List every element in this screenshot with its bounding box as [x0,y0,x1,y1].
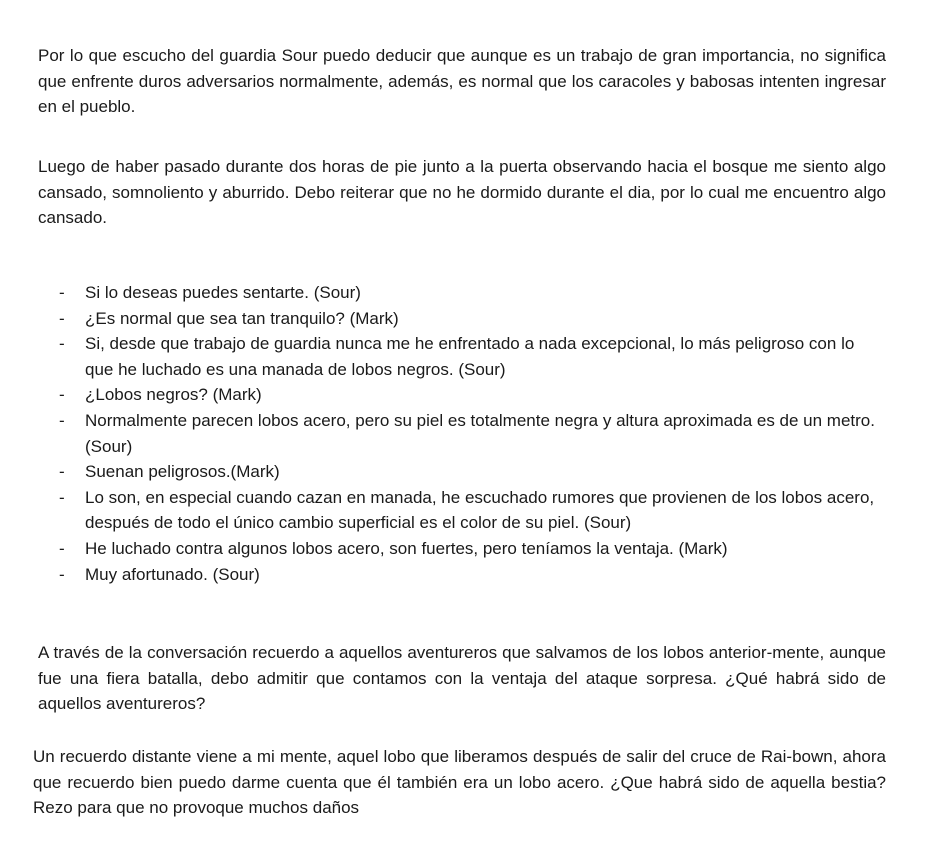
dash-marker: - [59,538,65,558]
dash-marker: - [59,385,65,405]
dialogue-text: Suenan peligrosos.(Mark) [85,462,280,482]
dash-marker: - [59,283,65,302]
dialogue-text: ¿Es normal que sea tan tranquilo? (Mark) [85,308,399,328]
dialogue-line [57,562,887,588]
dialogue-line [57,306,887,332]
dash-marker: - [59,487,65,507]
dialogue-line [57,459,887,485]
paragraph-wolf-memory: Un recuerdo distante viene a mi mente, aquel lobo que liberamos después de salir del cruce de Rai-bown, ahora que recuerdo bien puedo darme cuenta que él también era un lobo acero. ¿Que habrá sido de aquella bestia? Rezo para que no provoque muchos daños [33,747,886,817]
paragraph-tired: Luego de haber pasado durante dos horas de pie junto a la puerta observando hacia el bosque me siento algo cansado, somnoliento y aburrido. Debo reiterar que no he dormido durante el dia, por lo cual me encuentro algo cansado. [38,157,886,227]
dialogue-line [57,485,887,536]
dialogue-text: Muy afortunado. (Sour) [85,564,260,584]
dialogue-line [57,331,887,382]
dialogue-line [57,536,887,562]
dialogue-line [57,280,887,306]
dialogue-text: Si, desde que trabajo de guardia nunca me he enfrentado a nada excepcional, lo más peligroso con lo que he luchado es una manada de lobos negros. (Sour) [85,334,855,379]
dialogue-text: ¿Lobos negros? (Mark) [85,385,262,405]
paragraph-adventurers: A través de la conversación recuerdo a aquellos aventureros que salvamos de los lobos anterior-mente, aunque fue una fiera batalla, debo admitir que contamos con la ventaja del ataque sorpresa. ¿Qué habrá sido de aquellos aventureros? [38,643,886,713]
dash-marker: - [59,334,65,354]
dash-marker: - [59,410,65,430]
dialogue-text: Normalmente parecen lobos acero, pero su piel es totalmente negra y altura aproximada es de un metro. (Sour) [85,410,875,456]
paragraph-guard-work: Por lo que escucho del guardia Sour puedo deducir que aunque es un trabajo de gran importancia, no significa que enfrente duros adversarios normalmente, además, es normal que los caracoles y babosas intenten ingresar en el pueblo. [38,46,886,116]
dash-marker: - [59,462,65,482]
dialogue-line [57,382,887,408]
dialogue-list [57,280,887,587]
dialogue-text: He luchado contra algunos lobos acero, son fuertes, pero teníamos la ventaja. (Mark) [85,538,728,558]
dialogue-text: Si lo deseas puedes sentarte. (Sour) [85,283,361,302]
dialogue-text: Lo son, en especial cuando cazan en manada, he escuchado rumores que provienen de los lobos acero, después de todo el único cambio superficial es el color de su piel. (Sour) [85,487,875,533]
dialogue-line [57,408,887,459]
dash-marker: - [59,308,65,328]
dash-marker: - [59,564,65,584]
